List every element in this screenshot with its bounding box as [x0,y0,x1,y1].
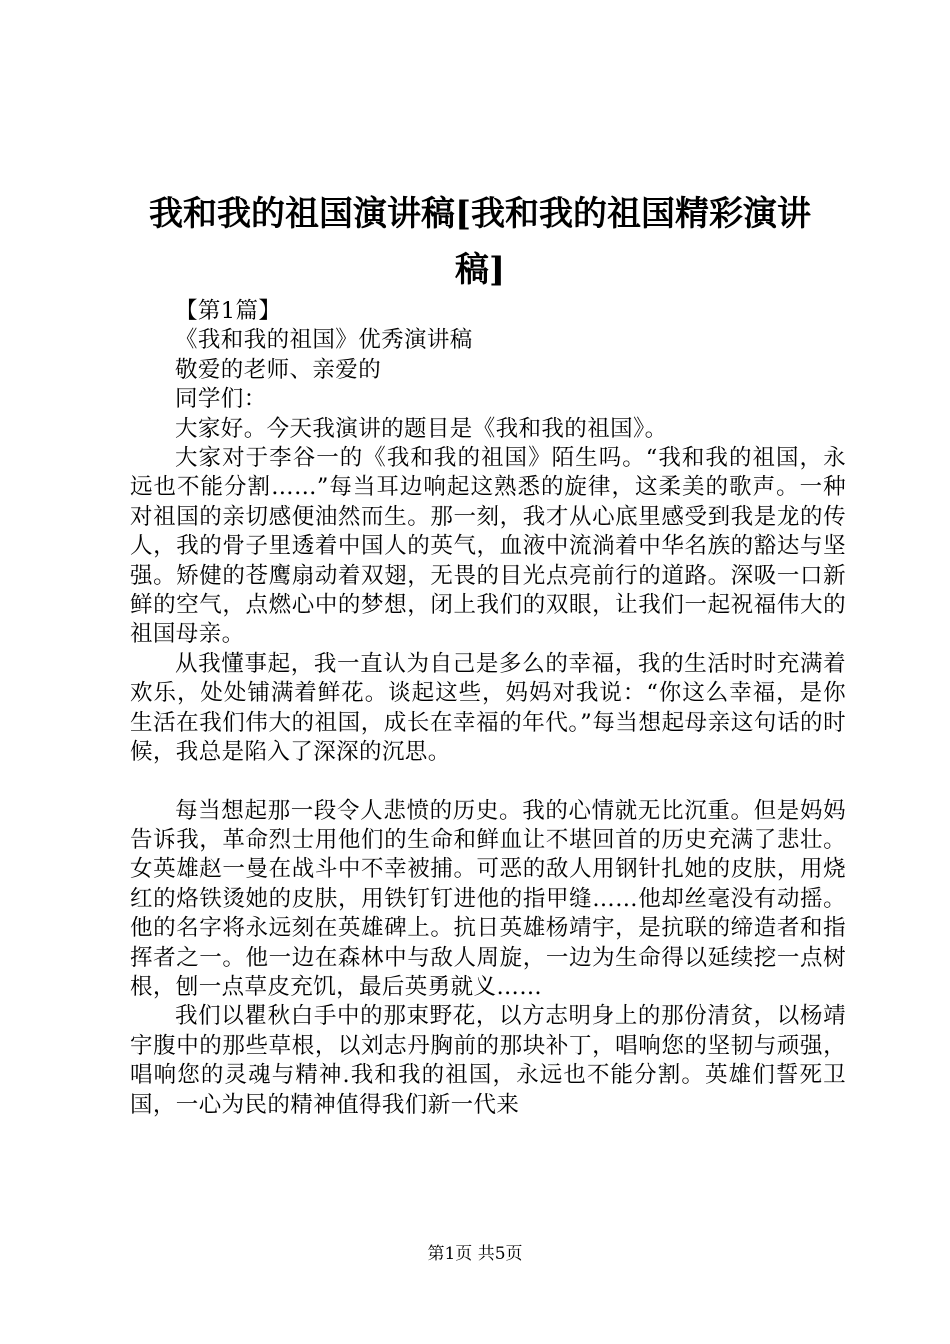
document-body [130,297,846,1120]
section-heading: 【第1篇】 [175,298,282,324]
document-title: 我和我的祖国演讲稿[我和我的祖国精彩演讲稿] [148,194,812,290]
paragraph: 每当想起那一段令人悲愤的历史。我的心情就无比沉重。但是妈妈告诉我，革命烈士用他们的生命和鲜血让不堪回首的历史充满了悲壮。女英雄赵一曼在战斗中不幸被捕。可恶的敌人用钢针扎她的皮肤，用烧红的烙铁烫她的皮肤，用铁钉钉进他的指甲缝……他却丝毫没有动摇。他的名字将永远刻在英雄碑上。抗日英雄杨靖宇，是抗联的缔造者和指挥者之一。他一边在森林中与敌人周旋，一边为生命得以延续挖一点树根，刨一点草皮充饥，最后英勇就义…… [130,797,846,1000]
page-footer: 第1页 共5页 [427,1244,523,1264]
salutation-line-1: 敬爱的老师、亲爱的 [175,356,382,383]
paragraph: 从我懂事起，我一直认为自己是多么的幸福，我的生活时时充满着欢乐，处处铺满着鲜花。谈起这些，妈妈对我说：“你这么幸福，是你生活在我们伟大的祖国，成长在幸福的年代。”每当想起母亲这句话的时候，我总是陷入了深深的沉思。 [130,650,846,766]
paragraph: 大家好。今天我演讲的题目是《我和我的祖国》。 [175,415,668,442]
paragraph: 我们以瞿秋白手中的那束野花，以方志明身上的那份清贫，以杨靖宇腹中的那些草根，以刘志丹胸前的那块补丁，唱响您的坚韧与顽强，唱响您的灵魂与精神.我和我的祖国，永远也不能分割。英雄们誓死卫国，一心为民的精神值得我们新一代来 [130,1003,846,1118]
salutation-line-2: 同学们： [175,386,267,413]
paragraph: 大家对于李谷一的《我和我的祖国》陌生吗。“我和我的祖国，永远也不能分割……”每当耳边响起这熟悉的旋律，这柔美的歌声。一种对祖国的亲切感便油然而生。那一刻，我才从心底里感受到我是龙的传人，我的骨子里透着中国人的英气，血液中流淌着中华名族的豁达与坚强。矫健的苍鹰扇动着双翅，无畏的目光点亮前行的道路。深吸一口新鲜的空气，点燃心中的梦想，闭上我们的双眼，让我们一起祝福伟大的祖国母亲。 [130,445,846,648]
speech-subtitle: 《我和我的祖国》优秀演讲稿 [175,327,473,354]
